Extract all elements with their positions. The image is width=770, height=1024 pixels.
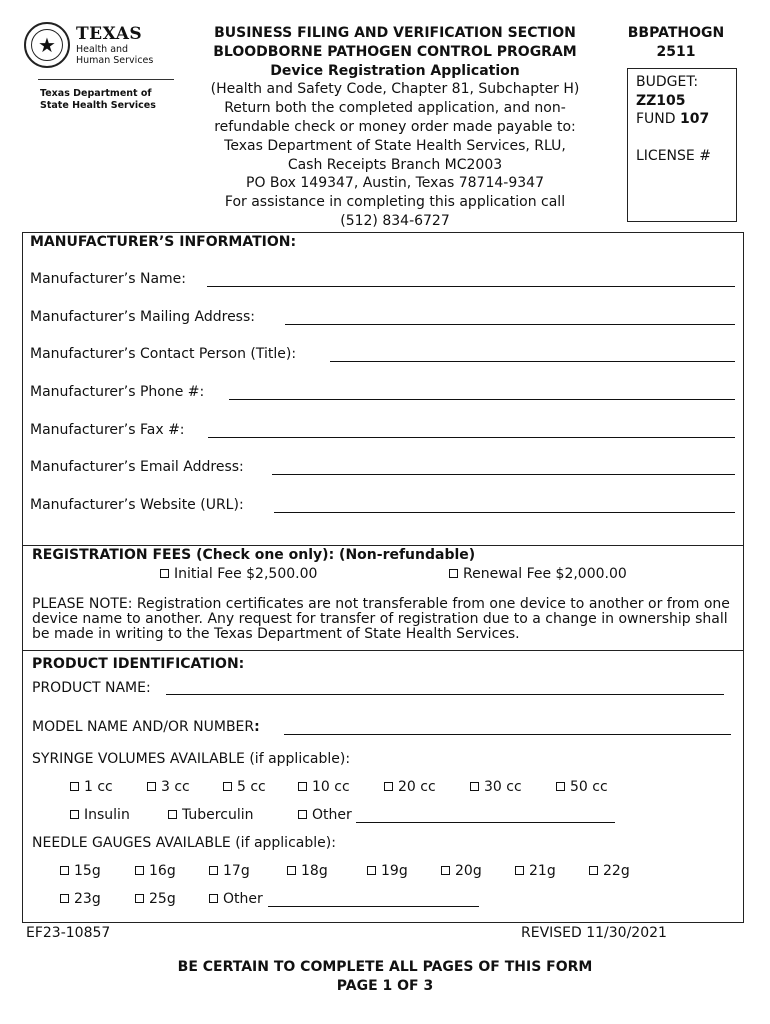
- email-field[interactable]: [272, 474, 735, 475]
- checkbox-icon[interactable]: [556, 782, 565, 791]
- checkbox-icon[interactable]: [589, 866, 598, 875]
- checkbox-icon[interactable]: [223, 782, 232, 791]
- logo-brand-sub: Health and Human Services: [76, 44, 154, 66]
- fax-field[interactable]: [208, 437, 735, 438]
- needle-15g-option[interactable]: [60, 863, 101, 879]
- renewal-fee-option[interactable]: [449, 566, 627, 582]
- website-field[interactable]: [274, 512, 735, 513]
- checkbox-icon[interactable]: [298, 810, 307, 819]
- fund-label: FUND: [636, 111, 676, 127]
- checkbox-icon[interactable]: [60, 866, 69, 875]
- logo-divider: [38, 79, 174, 80]
- option-label: Tuberculin: [182, 807, 254, 823]
- fees-note: PLEASE NOTE: Registration certificates are not transferable from one device to another or from one device name to another. Any request for transfer of registration due to a change in ownership shall be made in writing to the Texas Department of State Health Services.: [32, 596, 730, 642]
- website-label: Manufacturer’s Website (URL):: [30, 497, 244, 513]
- option-label: 50 cc: [570, 779, 608, 795]
- syringe-tuberculin-option[interactable]: [168, 807, 253, 823]
- needle-21g-option[interactable]: [515, 863, 556, 879]
- checkbox-icon[interactable]: [367, 866, 376, 875]
- budget-label: BUDGET:: [636, 74, 699, 90]
- option-label: 3 cc: [161, 779, 190, 795]
- option-label: 23g: [74, 891, 101, 907]
- needle-20g-option[interactable]: [441, 863, 482, 879]
- checkbox-icon[interactable]: [449, 569, 458, 578]
- header-line-title: Device Registration Application: [270, 62, 520, 79]
- manufacturer-heading: MANUFACTURER’S INFORMATION:: [30, 234, 297, 250]
- needle-22g-option[interactable]: [589, 863, 630, 879]
- checkbox-icon[interactable]: [470, 782, 479, 791]
- header-line-program: BLOODBORNE PATHOGEN CONTROL PROGRAM: [213, 43, 577, 60]
- contact-person-label: Manufacturer’s Contact Person (Title):: [30, 346, 297, 362]
- checkbox-icon[interactable]: [168, 810, 177, 819]
- mailing-address-label: Manufacturer’s Mailing Address:: [30, 309, 255, 325]
- needle-17g-option[interactable]: [209, 863, 250, 879]
- option-label: 21g: [529, 863, 556, 879]
- option-label: 10 cc: [312, 779, 350, 795]
- needle-19g-option[interactable]: [367, 863, 408, 879]
- form-header: [186, 24, 604, 231]
- needle-18g-option[interactable]: [287, 863, 328, 879]
- model-name-text: MODEL NAME AND/OR NUMBER: [32, 719, 255, 735]
- revised-date: REVISED 11/30/2021: [521, 925, 667, 941]
- checkbox-icon[interactable]: [60, 894, 69, 903]
- manufacturer-name-field[interactable]: [207, 286, 735, 287]
- option-label: Insulin: [84, 807, 130, 823]
- syringe-insulin-option[interactable]: [70, 807, 130, 823]
- budget-value: ZZ105: [636, 92, 686, 109]
- syringe-5cc-option[interactable]: [223, 779, 266, 795]
- syringe-20cc-option[interactable]: [384, 779, 436, 795]
- renewal-fee-label: Renewal Fee $2,000.00: [463, 566, 627, 582]
- email-label: Manufacturer’s Email Address:: [30, 459, 244, 475]
- syringe-other-option[interactable]: [298, 807, 352, 823]
- product-name-label: PRODUCT NAME:: [32, 680, 151, 696]
- checkbox-icon[interactable]: [70, 810, 79, 819]
- syringe-3cc-option[interactable]: [147, 779, 190, 795]
- checkbox-icon[interactable]: [209, 894, 218, 903]
- syringe-50cc-option[interactable]: [556, 779, 608, 795]
- header-line-assist: For assistance in completing this application call: [224, 194, 566, 211]
- checkbox-icon[interactable]: [287, 866, 296, 875]
- checkbox-icon[interactable]: [147, 782, 156, 791]
- budget-box: [627, 68, 737, 222]
- checkbox-icon[interactable]: [441, 866, 450, 875]
- checkbox-icon[interactable]: [384, 782, 393, 791]
- contact-person-field[interactable]: [330, 361, 735, 362]
- needle-23g-option[interactable]: [60, 891, 101, 907]
- syringe-10cc-option[interactable]: [298, 779, 350, 795]
- header-line-code: (Health and Safety Code, Chapter 81, Subchapter H): [210, 81, 580, 98]
- header-line-address: PO Box 149347, Austin, Texas 78714-9347: [246, 175, 544, 192]
- header-line-section: BUSINESS FILING AND VERIFICATION SECTION: [214, 25, 576, 41]
- needle-other-option[interactable]: [209, 891, 263, 907]
- option-label: 1 cc: [84, 779, 113, 795]
- manufacturer-name-label: Manufacturer’s Name:: [30, 271, 187, 287]
- license-label: LICENSE #: [636, 147, 711, 164]
- option-label: 5 cc: [237, 779, 266, 795]
- product-heading: PRODUCT IDENTIFICATION:: [32, 656, 245, 672]
- checkbox-icon[interactable]: [135, 894, 144, 903]
- model-name-label: [32, 719, 260, 735]
- syringe-1cc-option[interactable]: [70, 779, 113, 795]
- needle-other-field[interactable]: [268, 906, 479, 907]
- fund-line: [636, 110, 728, 129]
- fax-label: Manufacturer’s Fax #:: [30, 422, 185, 438]
- initial-fee-option[interactable]: [160, 566, 317, 582]
- option-label: 25g: [149, 891, 176, 907]
- model-name-field[interactable]: [284, 734, 731, 735]
- header-line-branch: Cash Receipts Branch MC2003: [287, 156, 503, 173]
- checkbox-icon[interactable]: [209, 866, 218, 875]
- option-label: 20 cc: [398, 779, 436, 795]
- form-code: [616, 24, 736, 62]
- needle-16g-option[interactable]: [135, 863, 176, 879]
- texas-seal-icon: ★: [24, 22, 70, 68]
- checkbox-icon[interactable]: [135, 866, 144, 875]
- checkbox-icon[interactable]: [160, 569, 169, 578]
- option-label: 15g: [74, 863, 101, 879]
- needle-gauges-label: NEEDLE GAUGES AVAILABLE (if applicable):: [32, 835, 336, 851]
- model-name-colon: :: [254, 719, 260, 735]
- fund-value: 107: [680, 111, 710, 127]
- footer-reminder: BE CERTAIN TO COMPLETE ALL PAGES OF THIS FORM: [177, 959, 593, 975]
- option-label: 16g: [149, 863, 176, 879]
- option-label: 17g: [223, 863, 250, 879]
- header-line-payable: refundable check or money order made payable to:: [214, 118, 576, 135]
- syringe-volumes-label: SYRINGE VOLUMES AVAILABLE (if applicable):: [32, 751, 351, 767]
- syringe-other-field[interactable]: [356, 822, 615, 823]
- page-number: PAGE 1 OF 3: [336, 978, 434, 994]
- option-label: 18g: [301, 863, 328, 879]
- logo-brand: TEXAS: [76, 24, 143, 44]
- dshs-logo: [24, 22, 154, 122]
- checkbox-icon[interactable]: [515, 866, 524, 875]
- header-line-payee: Texas Department of State Health Services, RLU,: [224, 137, 566, 154]
- mailing-address-field[interactable]: [285, 324, 735, 325]
- form-code-name: BBPATHOGN: [627, 25, 725, 41]
- form-code-number: 2511: [656, 43, 696, 60]
- logo-agency: Texas Department of State Health Services: [40, 88, 156, 111]
- checkbox-icon[interactable]: [70, 782, 79, 791]
- option-label: Other: [223, 891, 263, 907]
- product-name-field[interactable]: [166, 694, 724, 695]
- checkbox-icon[interactable]: [298, 782, 307, 791]
- form-id: EF23-10857: [26, 925, 111, 941]
- option-label: 22g: [603, 863, 630, 879]
- header-line-phone: (512) 834-6727: [340, 212, 450, 229]
- option-label: 19g: [381, 863, 408, 879]
- phone-label: Manufacturer’s Phone #:: [30, 384, 205, 400]
- needle-25g-option[interactable]: [135, 891, 176, 907]
- syringe-30cc-option[interactable]: [470, 779, 522, 795]
- option-label: 20g: [455, 863, 482, 879]
- option-label: Other: [312, 807, 352, 823]
- phone-field[interactable]: [229, 399, 735, 400]
- option-label: 30 cc: [484, 779, 522, 795]
- fees-heading: REGISTRATION FEES (Check one only): (Non-refundable): [32, 547, 476, 563]
- header-line-return: Return both the completed application, and non-: [224, 100, 566, 117]
- initial-fee-label: Initial Fee $2,500.00: [174, 566, 318, 582]
